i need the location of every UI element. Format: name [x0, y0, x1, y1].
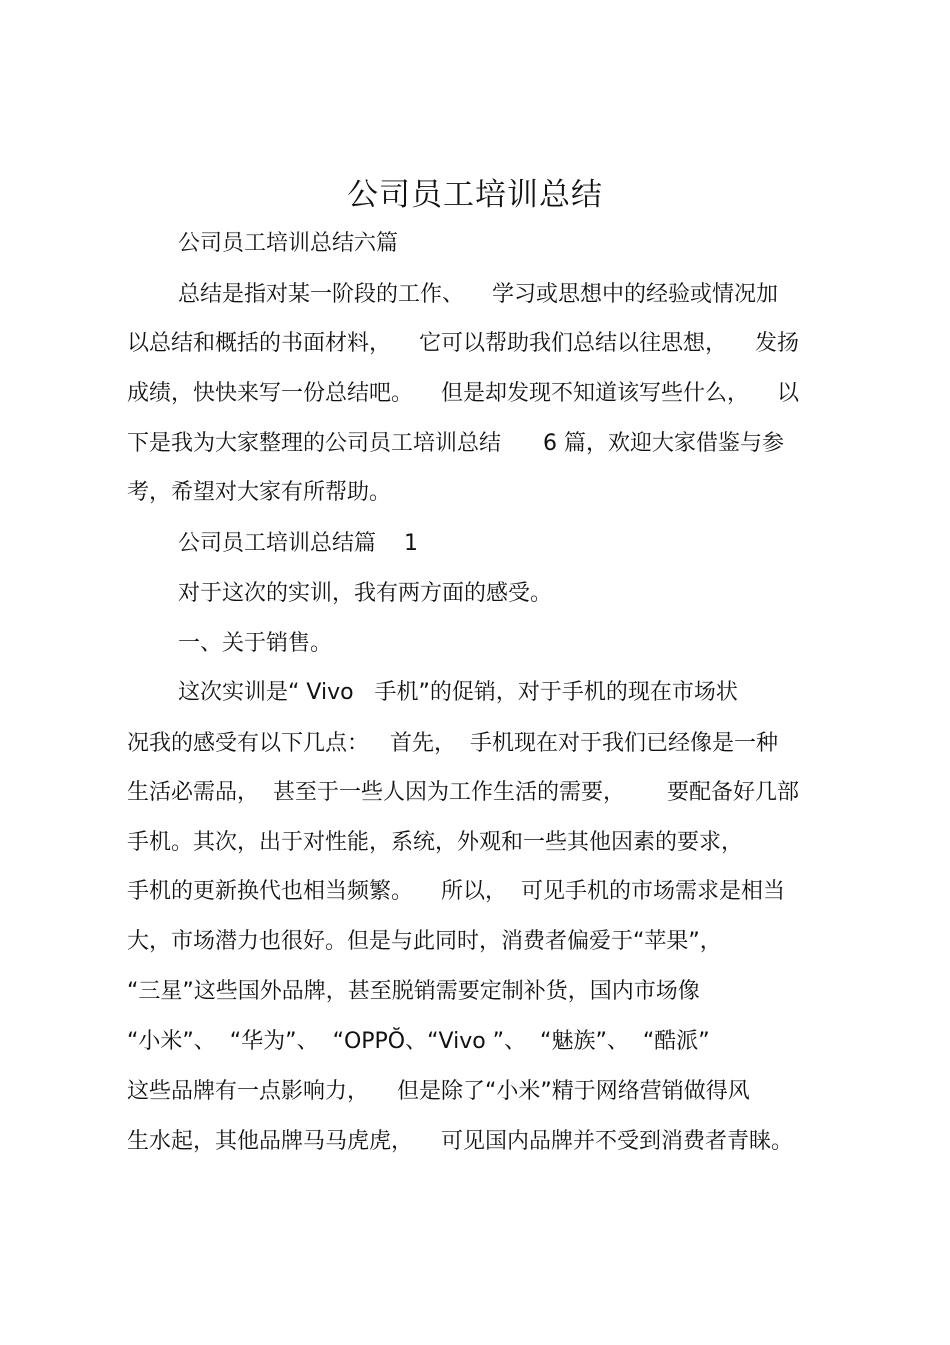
paragraph-line: 手机的更新换代也相当频繁。 所以， 可见手机的市场需求是相当	[127, 879, 785, 904]
paragraph-line: 考，希望对大家有所帮助。	[127, 480, 392, 505]
document-title: 公司员工培训总结	[347, 177, 603, 213]
subtitle-line: 公司员工培训总结六篇	[178, 231, 399, 256]
paragraph-line: 况我的感受有以下几点： 首先， 手机现在对于我们已经像是一种	[127, 731, 778, 756]
section-heading: 公司员工培训总结篇 1	[178, 531, 418, 556]
paragraph-line: 手机。其次，出于对性能，系统，外观和一些其他因素的要求，	[127, 830, 744, 855]
paragraph-line: 生水起，其他品牌马马虎虎， 可见国内品牌并不受到消费者青睐。	[127, 1129, 793, 1154]
paragraph-line: 这次实训是“ Vivo 手机”的促销，对于手机的现在市场状	[178, 680, 738, 705]
subsection-heading: 一、关于销售。	[178, 631, 333, 656]
paragraph-line: “小米”、 “华为”、 “OPPŎ、“Vivo ”、 “魅族”、 “酷派”	[127, 1029, 710, 1054]
paragraph-line: 对于这次的实训，我有两方面的感受。	[178, 581, 553, 606]
paragraph-line: 大，市场潜力也很好。但是与此同时，消费者偏爱于“苹果”，	[127, 929, 722, 954]
paragraph-line: 生活必需品， 甚至于一些人因为工作生活的需要， 要配备好几部	[127, 780, 799, 805]
paragraph-line: “三星”这些国外品牌，甚至脱销需要定制补货，国内市场像	[127, 979, 700, 1004]
paragraph-line: 这些品牌有一点影响力， 但是除了“小米”精于网络营销做得风	[127, 1079, 750, 1104]
paragraph-line: 成绩，快快来写一份总结吧。 但是却发现不知道该写些什么， 以	[127, 381, 799, 406]
paragraph-line: 总结是指对某一阶段的工作、 学习或思想中的经验或情况加	[178, 282, 778, 307]
paragraph-line: 以总结和概括的书面材料， 它可以帮助我们总结以往思想， 发扬	[127, 331, 799, 356]
paragraph-line: 下是我为大家整理的公司员工培训总结 6 篇，欢迎大家借鉴与参	[127, 431, 784, 456]
